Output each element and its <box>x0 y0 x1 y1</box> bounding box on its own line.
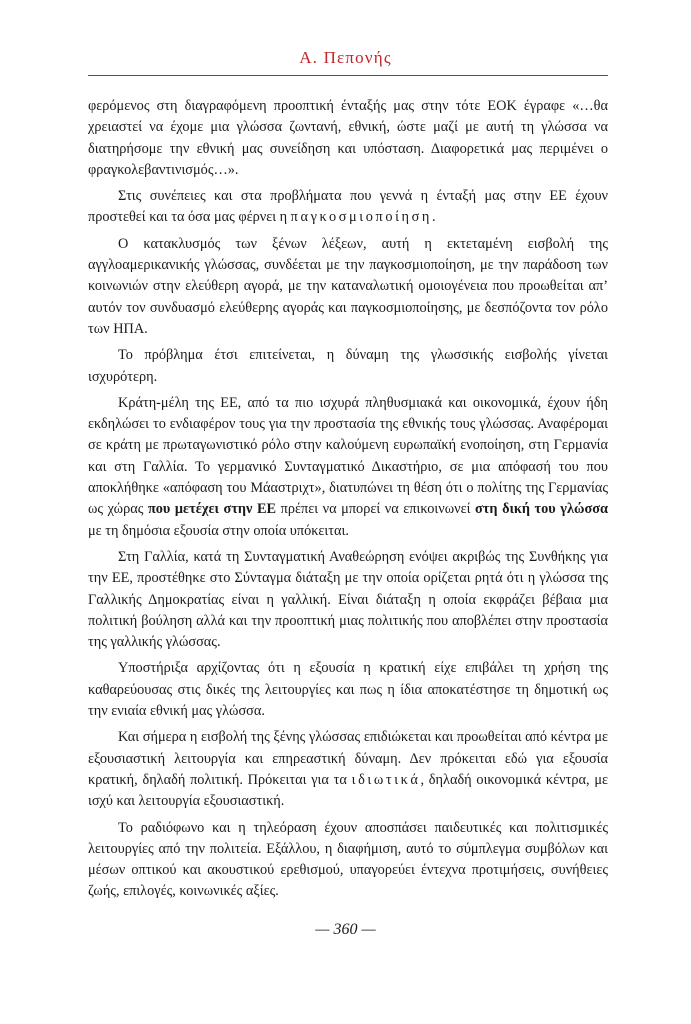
bold-phrase-eu: που μετέχει στην ΕΕ <box>147 501 277 518</box>
paragraph-2-end: . <box>431 209 436 226</box>
paragraph-2 <box>88 186 608 229</box>
page-number: — 360 — <box>315 921 376 938</box>
header-rule <box>88 75 608 76</box>
paragraph-7: Υποστήριξα αρχίζοντας ότι η εξουσία η κρατική είχε επιβάλει τη χρήση της καθαρεύουσας στις δικές της λειτουργίες και πως η ίδια αποκατέστησε τη δημοτική ως την ενιαία εθνική μας γλώσσα. <box>88 660 608 720</box>
paragraph-9: Το ραδιόφωνο και η τηλεόραση έχουν αποσπάσει παιδευτικές και πολιτισμικές λειτουργίες από την πολιτεία. Εξάλλου, η διαφήμιση, αυτό το σύμπλεγμα συμβόλων και μέσων οπτικού και ακουστικού ερεθισμού, υπαγορεύει έντεχνα προτιμήσεις, συνήθειες ζωής, επιλογές, κοινωνικές αξίες. <box>88 819 608 900</box>
paragraph-4: Το πρόβλημα έτσι επιτείνεται, η δύναμη της γλωσσικής εισβολής γίνεται ισχυρότερη. <box>88 347 608 385</box>
paragraph-2-text: Στις συνέπειες και στα προβλήματα που γεννά η ένταξή μας στην ΕΕ έχουν προστεθεί και τα όσα μας φέρνει η <box>88 188 608 226</box>
paragraph-8-end: , δηλαδή οικονομικά κέντρα, με ισχύ και λειτουργία εξουσιαστική. <box>88 771 608 810</box>
paragraph-3: Ο κατακλυσμός των ξένων λέξεων, αυτή η εκτεταμένη εισβολή της αγγλοαμερικανικής γλώσσας, συνδέεται με την παγκοσμιοποίηση, με την παράδοση των κοινωνιών στην ελεύθερη αγορά, με την καταναλωτική ομοιογένεια που προωθείται απ’ αυτόν τον συνδυασμό ελεύθερης αγοράς και παγκοσμιοποίησης, με δεσπόζοντα τον ρόλο των ΗΠΑ. <box>88 235 608 337</box>
paragraph-5 <box>88 393 608 542</box>
paragraph-8-text: Και σήμερα η εισβολή της ξένης γλώσσας επιδιώκεται και προωθείται από κέντρα με εξουσιαστική λειτουργία και επηρεαστική δύναμη. Δεν πρόκειται εδώ για εξουσία κρατική, δηλαδή πολιτική. Πρόκειται για τα <box>88 729 608 788</box>
paragraph-6: Στη Γαλλία, κατά τη Συνταγματική Αναθεώρηση ενόψει ακριβώς της Συνθήκης για την ΕΕ, προστέθηκε στο Σύνταγμα διάταξη με την οποία ορίζεται ρητά ότι η γλώσσα της Γαλλικής Δημοκρατίας είναι η γαλλική. Είναι διάταξη η οποία εκφράζει βέβαια μια πολιτική βούληση αλλά και την προοπτική μιας πολιτικής που αποβλέπει στην προστασία της γαλλικής γλώσσας. <box>88 548 608 651</box>
paragraph-8 <box>88 727 608 812</box>
body-text <box>88 96 608 908</box>
paragraph-5-text: Κράτη-μέλη της ΕΕ, από τα πιο ισχυρά πληθυσμιακά και οικονομικά, έχουν ήδη εκδηλώσει το ενδιαφέρον τους για την προστασία της εθνικής τους γλώσσας. Αναφέρομαι σε κράτη με πρωταγωνιστικό ρόλο στην καλούμενη ευρωπαϊκή ενοποίηση, στη Γερμανία και στη Γαλλία. Το γερμανικό Συνταγματικό Δικαστήριο, σε μια απόφασή του που αποκλήθηκε «απόφαση του Μάαστριχτ», διατυπώνει τη θέση ότι ο πολίτης της Γερμανίας ως χώρας <box>88 394 608 518</box>
bold-phrase-own-language: στη δική του γλώσσα <box>475 501 608 518</box>
paragraph-5-end: με τη δημόσια εξουσία στην οποία υπόκειται. <box>88 522 349 539</box>
spaced-term-private: ιδιωτικά <box>351 771 421 788</box>
paragraph-5-middle: πρέπει να μπορεί να επικοινωνεί <box>276 501 476 518</box>
spaced-term-globalization: παγκοσμιοποίηση <box>290 209 432 226</box>
running-header: Α. Πεπονής <box>299 48 392 67</box>
paragraph-1: φερόμενος στη διαγραφόμενη προοπτική ένταξής μας στην τότε ΕΟΚ έγραφε «…θα χρειαστεί να έχομε μια γλώσσα ζωντανή, εθνική, ώστε μαζί με αυτή τη γλώσσα να διατηρήσομε την εθνική μας συνείδηση και υπόσταση. Διαφορετικά μας περιμένει ο φραγκολεβαντινισμός…». <box>88 98 608 178</box>
